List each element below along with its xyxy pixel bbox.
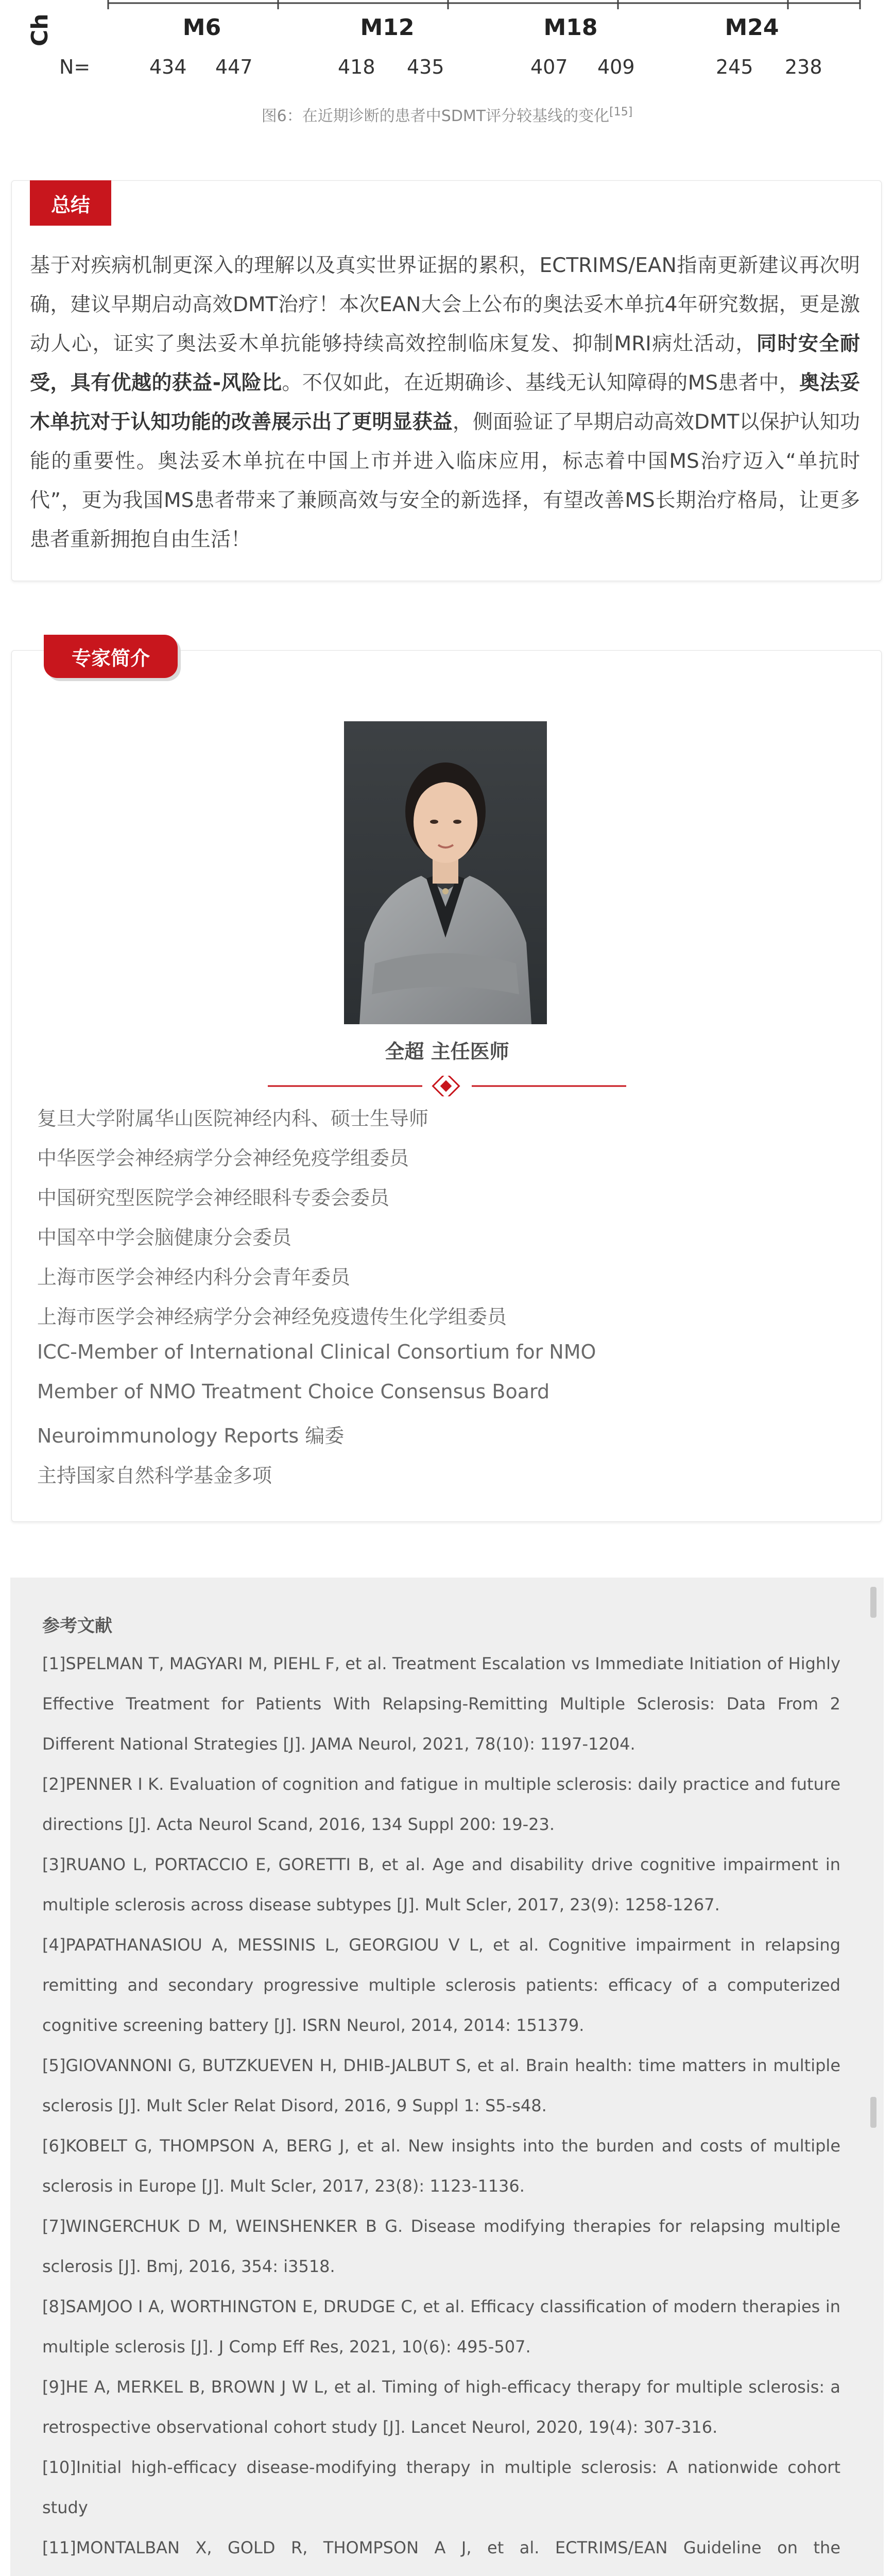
figure-caption-text: 图6：在近期诊断的患者中SDMT评分较基线的变化 [261,107,610,125]
figure-caption [0,103,894,126]
references-list [42,1643,840,2576]
credential-item: 上海市医学会神经病学分会神经免疫遗传生化学组委员 [37,1306,507,1328]
reference-item: [4]PAPATHANASIOU A, MESSINIS L, GEORGIOU V L, et al. Cognitive impairment in relapsing remitting and secondary progressive multiple sclerosis patients: efficacy of a computerized cognitive screening battery [J]. ISRN Neurol, 2014, 2014: 151379. [42,1935,840,2035]
references-title: 参考文献 [42,1616,112,1636]
summary-tag: 总结 [30,180,111,226]
divider-ornament [268,1076,626,1096]
credential-item: Member of NMO Treatment Choice Consensus Board [37,1380,550,1403]
scrollbar-thumb[interactable] [870,1587,876,1618]
reference-item: [11]MONTALBAN X, GOLD R, THOMPSON A J, et al. ECTRIMS/EAN Guideline on the [42,2538,840,2557]
x-tick-label: M24 [725,14,779,41]
credential-item: 中华医学会神经病学分会神经免疫学组委员 [37,1147,409,1170]
reference-item: [8]SAMJOO I A, WORTHINGTON E, DRUDGE C, et al. Efficacy classification of modern therapies in multiple sclerosis [J]. J Comp Eff Res, 2021, 10(6): 495-507. [42,2297,840,2357]
summary-highlight: 同时安全耐受，具有优越的获益-风险比 [30,332,860,395]
summary-part: 。不仅如此，在近期确诊、基线无认知障碍的MS患者中， [282,371,800,395]
scrollbar-thumb[interactable] [870,2097,876,2128]
n-value: 418 [338,56,375,78]
reference-item: [9]HE A, MERKEL B, BROWN J W L, et al. Timing of high-efficacy therapy for multiple sclerosis: a retrospective observational cohort study [J]. Lancet Neurol, 2020, 19(4): 307-316. [42,2377,840,2437]
summary-part: 基于对疾病机制更深入的理解以及真实世界证据的累积，ECTRIMS/EAN指南更新建议再次明确，建议早期启动高效DMT治疗！本次EAN大会上公布的奥法妥木单抗4年研究数据，更是激动人心，证实了奥法妥木单抗能够持续高效控制临床复发、抑制MRI病灶活动， [30,254,860,355]
n-value: 245 [716,56,753,78]
summary-part: ，侧面验证了早期启动高效DMT以保护认知功能的重要性。奥法妥木单抗在中国上市并进入临床应用，标志着中国MS治疗迈入“单抗时代”，更为我国MS患者带来了兼顾高效与安全的新选择，有望改善MS长期治疗格局，让更多患者重新拥抱自由生活！ [30,411,860,551]
n-label: N= [59,56,91,78]
reference-item: [10]Initial high-efficacy disease-modifying therapy in multiple sclerosis: A nationwide cohort study [42,2458,840,2517]
summary-text [30,246,860,560]
n-value: 238 [785,56,822,78]
n-value: 409 [597,56,635,78]
credential-item: 主持国家自然科学基金多项 [37,1464,272,1487]
y-axis-label: Ch [27,13,53,46]
x-tick-label: M6 [182,14,221,41]
reference-item: [6]KOBELT G, THOMPSON A, BERG J, et al. New insights into the burden and costs of multiple sclerosis in Europe [J]. Mult Scler, 2017, 23(8): 1123-1136. [42,2136,840,2196]
x-tick-label: M18 [543,14,598,41]
credential-item: 上海市医学会神经内科分会青年委员 [37,1266,351,1289]
credential-item: ICC-Member of International Clinical Consortium for NMO [37,1341,596,1363]
credential-item: Neuroimmunology Reports 编委 [37,1425,345,1447]
reference-item: [2]PENNER I K. Evaluation of cognition and fatigue in multiple sclerosis: daily practice and future directions [J]. Acta Neurol Scand, 2016, 134 Suppl 200: 19-23. [42,1774,840,1834]
credential-item: 复旦大学附属华山医院神经内科、硕士生导师 [37,1107,429,1130]
expert-tag: 专家简介 [44,635,178,678]
expert-photo [344,721,547,1024]
credential-item: 中国研究型医院学会神经眼科专委会委员 [37,1187,390,1209]
n-value: 435 [407,56,444,78]
reference-item: [7]WINGERCHUK D M, WEINSHENKER B G. Disease modifying therapies for relapsing multiple sclerosis [J]. Bmj, 2016, 354: i3518. [42,2216,840,2276]
expert-name: 全超 主任医师 [385,1040,509,1063]
summary-highlight: 奥法妥木单抗对于认知功能的改善展示出了更明显获益 [30,371,860,434]
reference-item: [1]SPELMAN T, MAGYARI M, PIEHL F, et al. Treatment Escalation vs Immediate Initiation of Highly Effective Treatment for Patients With Relapsing-Remitting Multiple Sclerosis: Data From 2 Different National Strategies [J]. JAMA Neurol, 2021, 78(10): 1197-1204. [42,1654,840,1754]
chart-fragment [0,0,894,139]
figure-ref: [15] [609,106,633,118]
n-value: 407 [530,56,568,78]
reference-item: [5]GIOVANNONI G, BUTZKUEVEN H, DHIB-JALBUT S, et al. Brain health: time matters in multiple sclerosis [J]. Mult Scler Relat Disord, 2016, 9 Suppl 1: S5-s48. [42,2056,840,2115]
n-value: 434 [149,56,187,78]
n-value: 447 [215,56,253,78]
credential-item: 中国卒中学会脑健康分会委员 [37,1226,292,1249]
x-tick-label: M12 [360,14,415,41]
reference-item: [3]RUANO L, PORTACCIO E, GORETTI B, et al. Age and disability drive cognitive impairment in multiple sclerosis across disease subtypes [J]. Mult Scler, 2017, 23(9): 1258-1267. [42,1855,840,1914]
